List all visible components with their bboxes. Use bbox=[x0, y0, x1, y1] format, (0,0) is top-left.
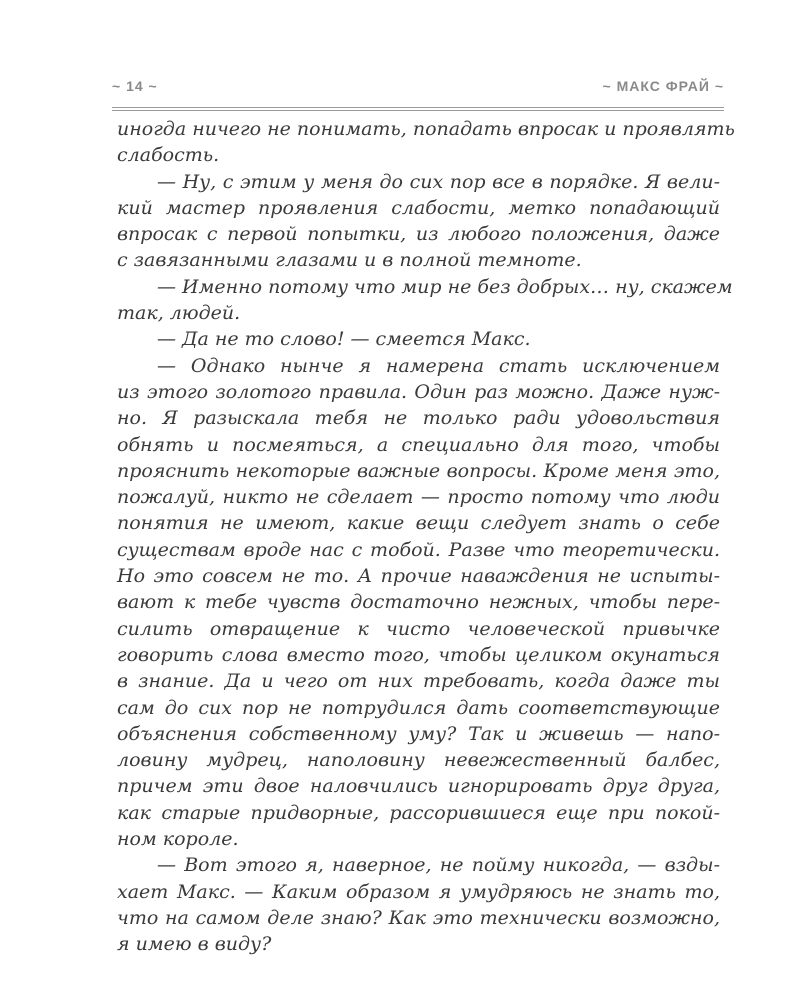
header-rule-top bbox=[112, 107, 724, 108]
text-line: я имею в виду? bbox=[117, 933, 272, 956]
text-line: — Вот этого я, наверное, не пойму никогда, — взды- bbox=[157, 854, 720, 877]
text-line: иногда ничего не понимать, попадать впросак и проявлять bbox=[117, 118, 735, 140]
text-line: силить отвращение к чисто человеческой привычке bbox=[117, 617, 720, 640]
text-line: пожалуй, никто не сделает — просто потому что люди bbox=[117, 486, 720, 509]
text-line: ном короле. bbox=[117, 828, 239, 851]
author-name: ~ МАКС ФРАЙ ~ bbox=[602, 78, 724, 94]
text-line: вают к тебе чувств достаточно нежных, чтобы пере- bbox=[117, 591, 720, 614]
text-line: — Однако нынче я намерена стать исключением bbox=[157, 354, 720, 377]
text-line: ловину мудрец, наполовину невежественный балбес, bbox=[117, 749, 720, 772]
text-line: — Да не то слово! — смеется Макс. bbox=[157, 328, 531, 351]
text-line: так, людей. bbox=[117, 302, 241, 325]
text-line: объяснения собственному уму? Так и живешь — напо- bbox=[117, 722, 720, 745]
text-line: Но это совсем не то. А прочие наваждения не испыты- bbox=[117, 565, 720, 588]
text-line: понятия не имеют, какие вещи следует знать о себе bbox=[117, 512, 720, 535]
page-number: ~ 14 ~ bbox=[112, 78, 158, 94]
header-rule-bottom bbox=[112, 110, 724, 111]
text-line: сам до сих пор не потрудился дать соответствующие bbox=[117, 696, 720, 719]
text-line: кий мастер проявления слабости, метко попадающий bbox=[117, 196, 720, 219]
text-line: что на самом деле знаю? Как это технически возможно, bbox=[117, 906, 720, 929]
text-line: впросак с первой попытки, из любого положения, даже bbox=[117, 223, 720, 246]
body-text bbox=[117, 116, 735, 958]
text-line: говорить слова вместо того, чтобы целиком окунаться bbox=[117, 643, 720, 666]
text-line: хает Макс. — Каким образом я умудряюсь не знать то, bbox=[117, 880, 720, 903]
text-line: но. Я разыскала тебя не только ради удовольствия bbox=[117, 407, 720, 430]
text-line: — Именно потому что мир не без добрых… ну, скажем bbox=[157, 275, 733, 298]
text-line: обнять и посмеяться, а специально для того, чтобы bbox=[117, 433, 720, 456]
text-line: как старые придворные, рассорившиеся еще при покой- bbox=[117, 801, 720, 824]
text-line: из этого золотого правила. Один раз можно. Даже нуж- bbox=[117, 380, 720, 403]
text-line: существам вроде нас с тобой. Разве что теоретически. bbox=[117, 538, 720, 561]
text-line: в знание. Да и чего от них требовать, когда даже ты bbox=[117, 670, 720, 693]
text-line: причем эти двое наловчились игнорировать друг друга, bbox=[117, 775, 720, 798]
text-line: слабость. bbox=[117, 144, 220, 167]
text-line: прояснить некоторые важные вопросы. Кроме меня это, bbox=[117, 459, 720, 482]
text-line: — Ну, с этим у меня до сих пор все в порядке. Я вели- bbox=[157, 170, 720, 193]
text-line: с завязанными глазами и в полной темноте. bbox=[117, 249, 582, 272]
running-header bbox=[112, 78, 724, 98]
